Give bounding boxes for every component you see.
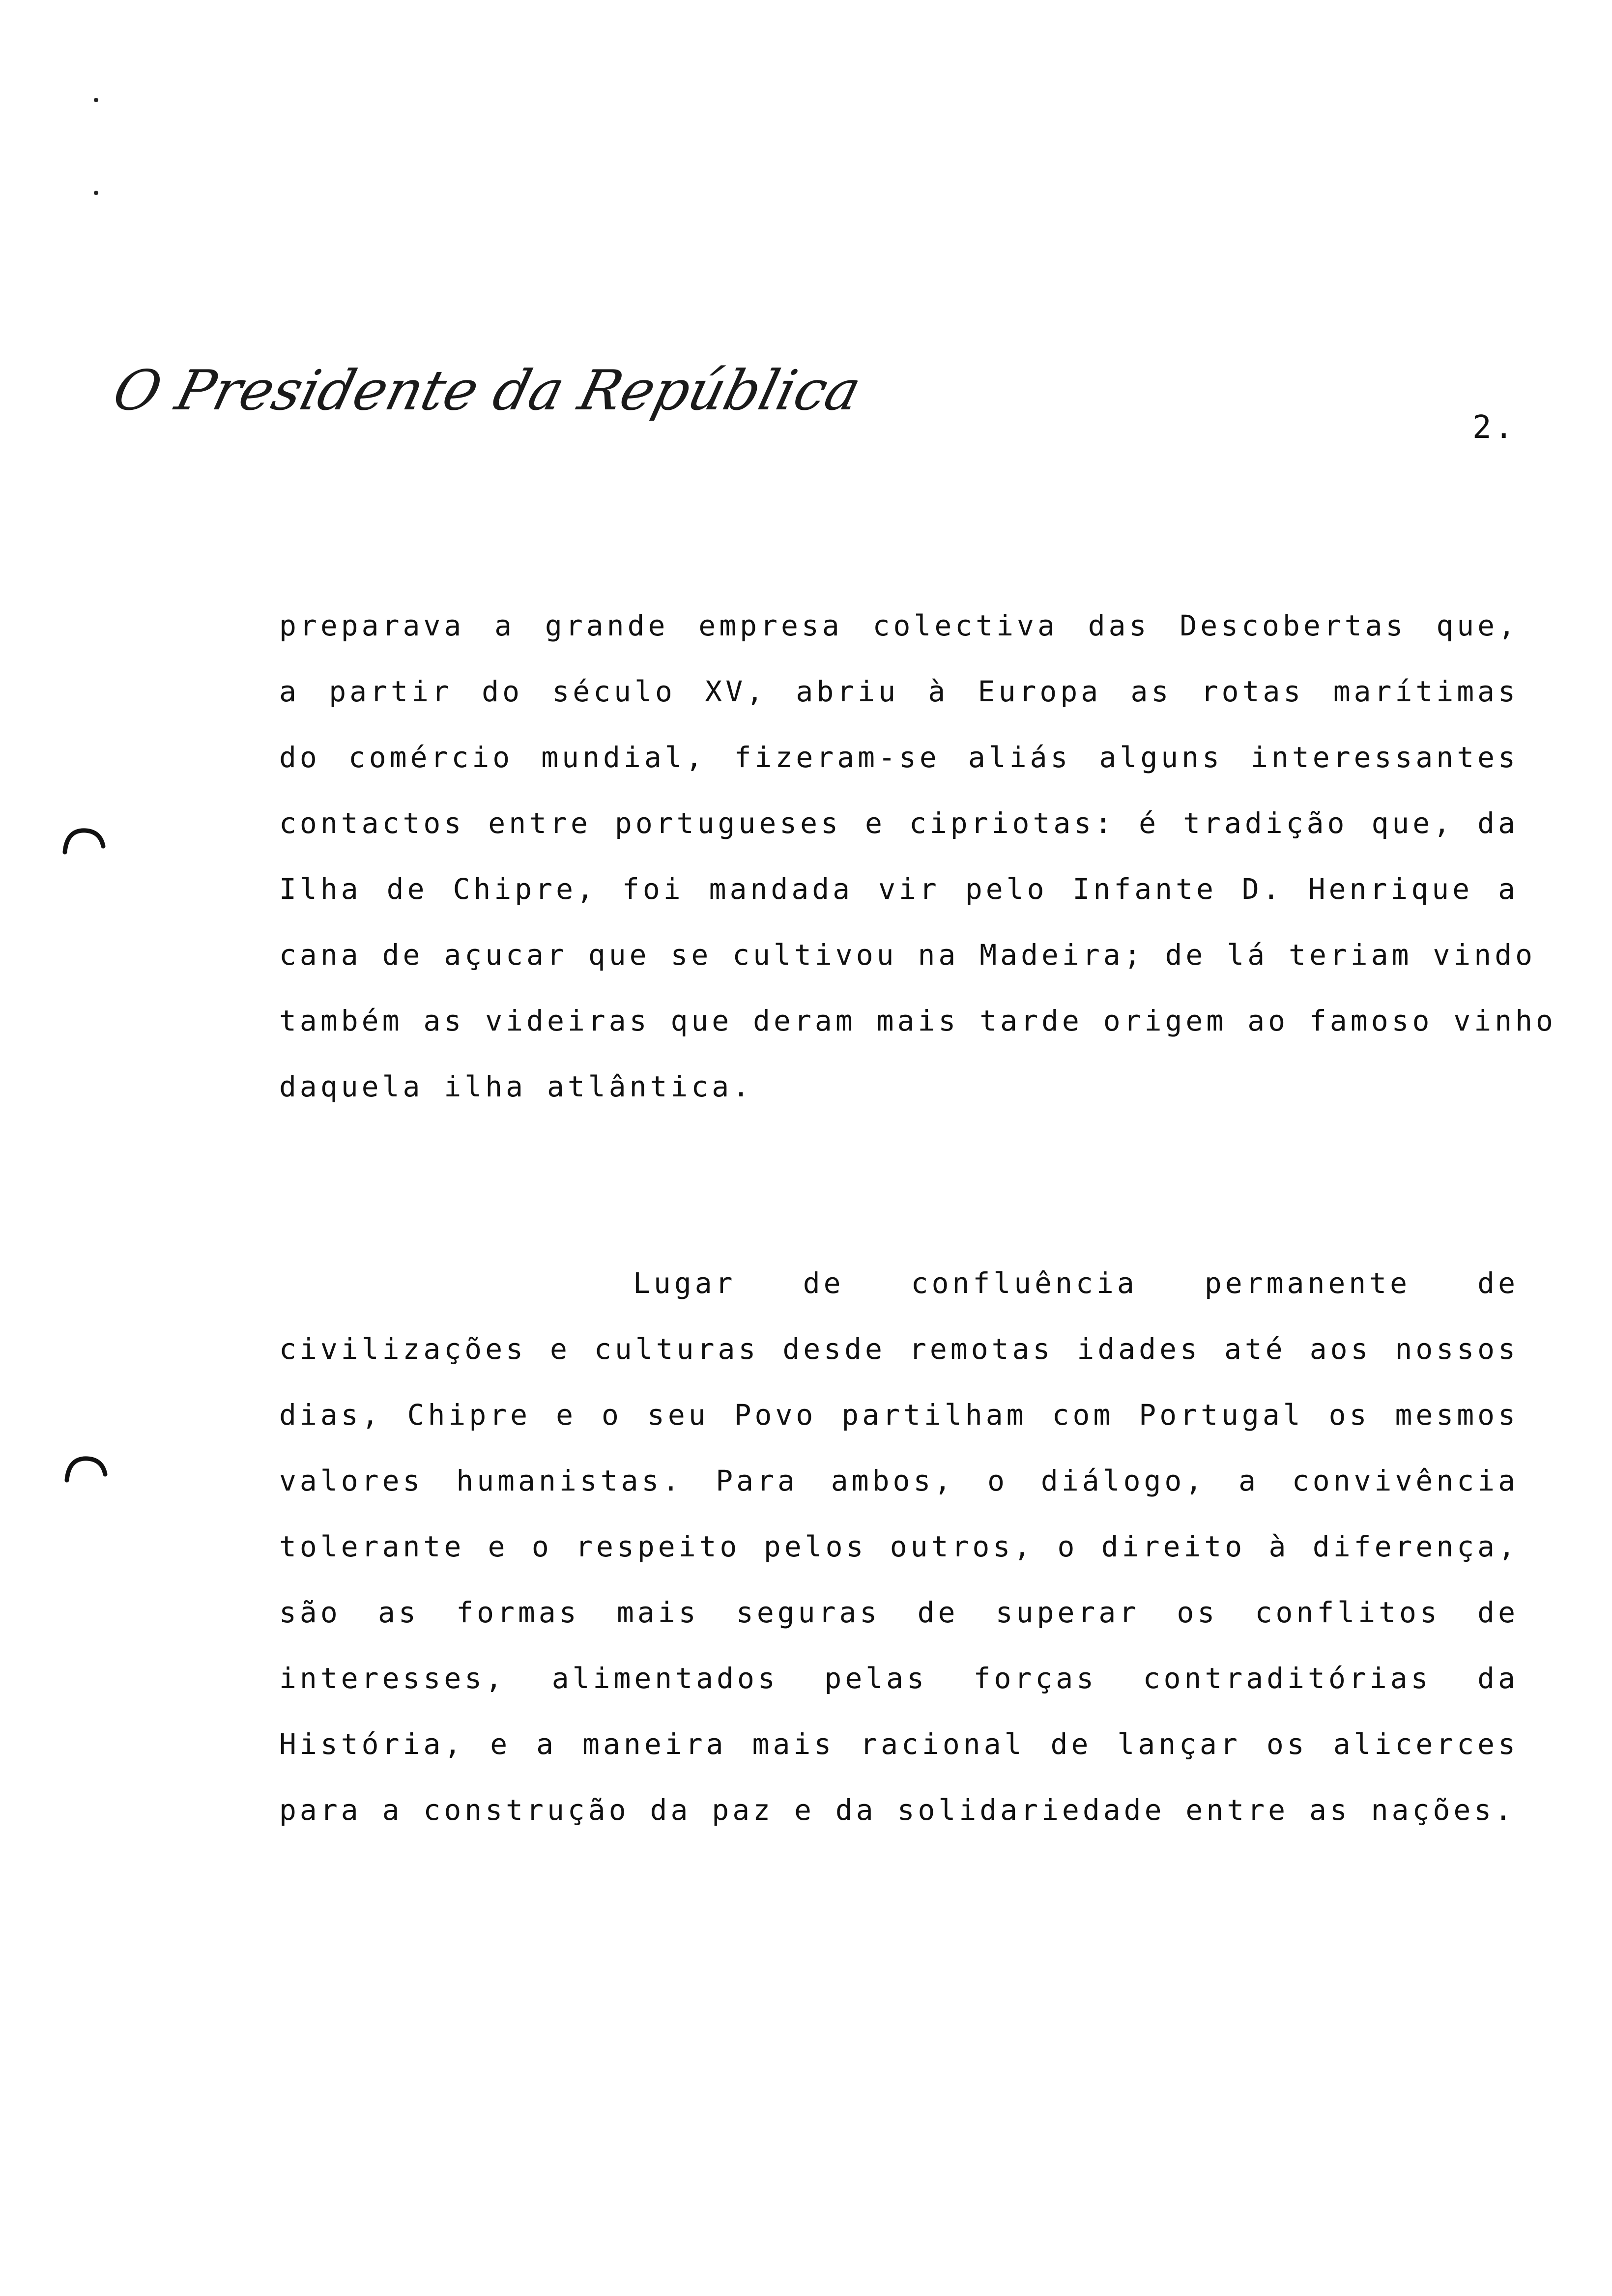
text-line: são as formas mais seguras de superar os conflitos de — [279, 1596, 1519, 1629]
punch-hole-mark — [64, 1455, 108, 1484]
text-line: interesses, alimentados pelas forças contraditórias da — [279, 1662, 1519, 1695]
text-line: dias, Chipre e o seu Povo partilham com Portugal os mesmos — [279, 1398, 1519, 1432]
text-line: valores humanistas. Para ambos, o diálogo, a convivência — [279, 1464, 1519, 1497]
paragraph — [279, 1250, 1519, 1843]
paragraph — [279, 593, 1556, 1119]
text-line: para a construção da paz e da solidariedade entre as nações. — [279, 1793, 1516, 1827]
text-line: também as videiras que deram mais tarde origem ao famoso vinho — [279, 1004, 1556, 1037]
text-line: a partir do século XV, abriu à Europa as rotas marítimas — [279, 675, 1519, 708]
punch-hole-mark — [62, 827, 106, 856]
text-line: cana de açucar que se cultivou na Madeira; de lá teriam vindo — [279, 938, 1536, 972]
text-line: preparava a grande empresa colectiva das Descobertas que, — [279, 609, 1519, 642]
text-line: do comércio mundial, fizeram-se aliás alguns interessantes — [279, 741, 1519, 774]
text-line: contactos entre portugueses e cipriotas: é tradição que, da — [279, 806, 1519, 840]
margin-dot — [94, 191, 98, 195]
margin-dot — [94, 98, 98, 102]
text-line: Lugar de confluência permanente de — [633, 1266, 1519, 1300]
text-line: civilizações e culturas desde remotas idades até aos nossos — [279, 1332, 1519, 1366]
letterhead: O Presidente da República — [107, 359, 867, 423]
text-line: tolerante e o respeito pelos outros, o direito à diferença, — [279, 1530, 1519, 1563]
page-number: 2. — [1472, 409, 1517, 446]
text-line: História, e a maneira mais racional de lançar os alicerces — [279, 1727, 1519, 1761]
text-line: Ilha de Chipre, foi mandada vir pelo Infante D. Henrique a — [279, 872, 1519, 906]
text-line: daquela ilha atlântica. — [279, 1070, 753, 1103]
